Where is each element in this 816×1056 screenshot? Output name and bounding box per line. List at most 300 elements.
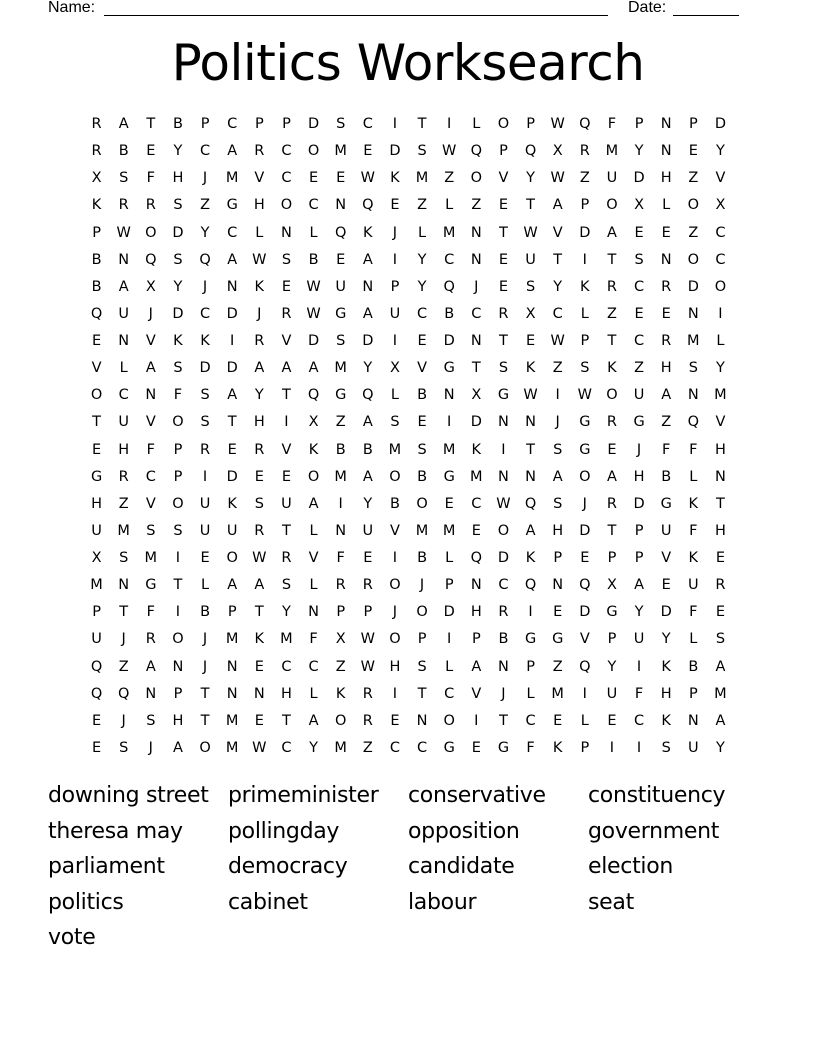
grid-letter: Z — [688, 224, 699, 241]
grid-letter: J — [121, 631, 126, 648]
grid-letter: S — [200, 414, 210, 431]
grid-letter: E — [525, 333, 536, 349]
grid-row — [83, 220, 734, 247]
grid-row — [83, 355, 734, 382]
grid-row — [83, 437, 734, 464]
grid-letter: T — [607, 522, 617, 539]
grid-letter: D — [660, 604, 672, 621]
grid-letter: I — [392, 550, 398, 566]
grid-letter: W — [360, 658, 375, 675]
grid-letter: Q — [470, 550, 483, 566]
grid-letter: Z — [552, 658, 563, 675]
grid-letter: G — [443, 468, 455, 485]
grid-letter: N — [335, 197, 347, 214]
grid-letter: A — [118, 116, 129, 132]
grid-letter: G — [497, 739, 510, 756]
grid-letter: Q — [90, 658, 103, 675]
grid-letter: K — [227, 495, 237, 512]
grid-letter: Z — [417, 197, 428, 214]
grid-letter: G — [579, 441, 591, 458]
grid-letter: C — [417, 739, 428, 756]
grid-letter: N — [443, 387, 455, 404]
grid-letter: B — [417, 550, 428, 566]
grid-letter: S — [173, 197, 183, 214]
grid-letter: Y — [526, 170, 535, 187]
grid-letter: Y — [417, 278, 427, 295]
grid-letter: U — [525, 251, 536, 268]
grid-letter: Q — [687, 414, 700, 431]
grid-letter: N — [226, 685, 238, 702]
grid-letter: Q — [524, 143, 537, 160]
word-list-item: politics — [48, 889, 124, 915]
grid-letter: I — [609, 739, 615, 756]
grid-row — [83, 681, 734, 708]
grid-letter: A — [227, 143, 238, 160]
grid-letter: I — [474, 712, 479, 729]
grid-letter: S — [498, 360, 509, 377]
grid-letter: P — [634, 522, 644, 539]
grid-letter: N — [470, 577, 482, 594]
grid-letter: L — [445, 550, 454, 566]
grid-letter: D — [172, 224, 184, 241]
grid-letter: M — [90, 577, 103, 594]
grid-letter: V — [389, 522, 400, 539]
grid-row — [83, 274, 734, 301]
grid-letter: C — [634, 712, 645, 729]
grid-letter: W — [496, 495, 511, 512]
grid-letter: L — [309, 685, 318, 702]
grid-letter: H — [633, 468, 645, 485]
grid-letter: K — [661, 658, 671, 675]
grid-letter: H — [118, 441, 130, 458]
grid-letter: T — [173, 577, 183, 594]
grid-letter: Y — [607, 658, 617, 675]
grid-letter: U — [606, 685, 618, 702]
header — [0, 0, 816, 20]
grid-letter: Q — [524, 495, 537, 512]
grid-letter: R — [118, 468, 129, 485]
grid-letter: Z — [362, 739, 373, 756]
grid-letter: F — [146, 441, 155, 458]
grid-letter: D — [470, 414, 482, 431]
grid-letter: V — [417, 360, 428, 377]
word-list-item: parliament — [48, 854, 165, 879]
grid-letter: G — [660, 495, 672, 512]
grid-letter: B — [688, 658, 699, 675]
grid-letter: Y — [553, 278, 563, 295]
grid-letter: V — [579, 631, 590, 648]
grid-letter: O — [307, 143, 320, 160]
word-list-item: election — [588, 854, 674, 879]
grid-letter: B — [91, 278, 102, 295]
grid-letter: T — [227, 414, 237, 431]
grid-letter: B — [335, 441, 346, 458]
grid-letter: C — [471, 305, 482, 322]
grid-letter: C — [715, 224, 726, 241]
grid-letter: P — [580, 333, 590, 349]
grid-letter: D — [199, 360, 211, 377]
grid-letter: D — [443, 604, 455, 621]
grid-letter: L — [418, 224, 427, 241]
grid-letter: I — [175, 604, 181, 621]
word-list — [48, 779, 788, 957]
grid-letter: K — [363, 224, 373, 241]
grid-letter: Z — [606, 305, 617, 322]
grid-letter: J — [392, 224, 398, 241]
grid-letter: A — [227, 577, 238, 594]
grid-letter: C — [308, 197, 319, 214]
grid-letter: I — [582, 251, 587, 268]
grid-letter: S — [525, 278, 536, 295]
grid-letter: L — [472, 116, 481, 132]
grid-letter: X — [145, 278, 156, 295]
grid-letter: H — [660, 685, 672, 702]
grid-letter: G — [90, 468, 103, 485]
grid-letter: Z — [444, 170, 455, 187]
grid-letter: R — [254, 441, 265, 458]
grid-letter: S — [119, 170, 129, 187]
grid-letter: X — [552, 143, 563, 160]
grid-letter: M — [117, 522, 130, 539]
grid-letter: C — [525, 712, 536, 729]
grid-letter: Q — [145, 251, 157, 268]
grid-letter: A — [715, 712, 726, 729]
grid-letter: V — [254, 170, 265, 187]
grid-letter: O — [226, 550, 238, 566]
grid-letter: B — [389, 495, 400, 512]
grid-letter: U — [91, 522, 102, 539]
grid-letter: D — [226, 305, 238, 322]
grid-letter: U — [281, 495, 292, 512]
grid-letter: S — [417, 441, 427, 458]
grid-letter: B — [118, 143, 129, 160]
grid-letter: X — [389, 360, 400, 377]
grid-letter: O — [606, 197, 618, 214]
grid-letter: M — [551, 685, 564, 702]
grid-letter: N — [118, 333, 130, 349]
grid-letter: A — [362, 468, 373, 485]
grid-letter: I — [175, 550, 181, 566]
grid-letter: E — [254, 658, 264, 675]
grid-letter: S — [715, 631, 726, 648]
grid-letter: Q — [90, 685, 103, 702]
grid-letter: J — [202, 658, 208, 675]
grid-row — [83, 328, 734, 355]
grid-letter: N — [660, 251, 672, 268]
grid-letter: I — [284, 414, 289, 431]
grid-letter: W — [116, 224, 131, 241]
date-label: Date: — [628, 0, 667, 16]
grid-letter: U — [91, 631, 102, 648]
grid-letter: U — [226, 522, 238, 539]
grid-letter: C — [444, 685, 455, 702]
grid-letter: N — [470, 333, 482, 349]
grid-letter: K — [173, 333, 183, 349]
grid-letter: P — [173, 468, 183, 485]
grid-letter: R — [281, 550, 292, 566]
grid-letter: Y — [716, 739, 725, 756]
grid-letter: Q — [307, 387, 320, 404]
grid-letter: C — [281, 739, 292, 756]
grid-letter: K — [607, 360, 617, 377]
grid-letter: H — [660, 360, 672, 377]
grid-letter: V — [145, 414, 156, 431]
grid-letter: Q — [362, 387, 374, 404]
grid-letter: H — [552, 522, 564, 539]
date-field-line[interactable] — [673, 15, 739, 16]
name-field-line[interactable] — [104, 15, 608, 16]
grid-letter: P — [580, 197, 590, 214]
grid-letter: P — [634, 550, 644, 566]
grid-letter: A — [308, 712, 319, 729]
grid-letter: V — [715, 414, 726, 431]
grid-letter: M — [687, 333, 700, 349]
grid-letter: B — [498, 631, 509, 648]
grid-letter: E — [715, 550, 726, 566]
grid-letter: T — [607, 251, 617, 268]
grid-letter: N — [498, 658, 509, 675]
grid-letter: N — [525, 468, 536, 485]
grid-letter: E — [91, 739, 102, 756]
grid-letter: T — [282, 712, 291, 729]
grid-letter: E — [254, 468, 264, 485]
grid-letter: Y — [716, 360, 725, 377]
grid-letter: D — [687, 278, 699, 295]
grid-letter: C — [417, 305, 428, 322]
grid-letter: Q — [579, 116, 591, 132]
grid-letter: L — [445, 658, 454, 675]
grid-letter: V — [145, 495, 156, 512]
grid-letter: E — [254, 712, 264, 729]
word-list-item: candidate — [408, 854, 515, 879]
grid-letter: Z — [552, 360, 563, 377]
grid-letter: H — [389, 658, 401, 675]
grid-letter: P — [553, 550, 563, 566]
grid-letter: F — [662, 441, 671, 458]
grid-letter: O — [145, 224, 157, 241]
grid-letter: Q — [443, 278, 455, 295]
grid-letter: U — [688, 577, 699, 594]
grid-letter: R — [254, 143, 265, 160]
grid-letter: S — [336, 333, 346, 349]
grid-letter: A — [172, 739, 183, 756]
word-list-item: theresa may — [48, 818, 183, 844]
grid-letter: N — [308, 604, 319, 621]
grid-letter: P — [336, 604, 346, 621]
grid-letter: Y — [661, 631, 671, 648]
grid-letter: O — [334, 712, 347, 729]
grid-letter: W — [523, 387, 538, 404]
grid-letter: D — [579, 224, 591, 241]
grid-letter: J — [202, 278, 208, 295]
grid-letter: Y — [254, 387, 264, 404]
grid-letter: J — [121, 712, 126, 729]
grid-letter: K — [91, 197, 102, 214]
grid-letter: C — [281, 170, 292, 187]
grid-letter: A — [634, 577, 645, 594]
grid-letter: D — [714, 116, 727, 132]
grid-letter: O — [443, 712, 455, 729]
grid-letter: B — [417, 468, 428, 485]
grid-letter: K — [525, 550, 536, 566]
grid-letter: N — [687, 387, 699, 404]
grid-letter: F — [173, 387, 183, 404]
grid-letter: A — [715, 658, 726, 675]
grid-letter: I — [501, 441, 506, 458]
grid-letter: S — [553, 495, 563, 512]
grid-letter: O — [389, 577, 401, 594]
grid-letter: A — [227, 387, 238, 404]
grid-letter: O — [579, 468, 591, 485]
grid-letter: P — [173, 441, 183, 458]
grid-row — [83, 111, 734, 138]
grid-letter: Z — [118, 495, 129, 512]
grid-letter: E — [390, 712, 400, 729]
grid-letter: H — [280, 685, 292, 702]
grid-letter: E — [661, 224, 671, 241]
grid-letter: G — [497, 387, 510, 404]
grid-letter: M — [714, 387, 727, 404]
grid-letter: R — [91, 143, 102, 160]
grid-row — [83, 301, 734, 328]
grid-letter: X — [91, 550, 102, 566]
grid-letter: N — [145, 685, 157, 702]
grid-letter: R — [579, 143, 590, 160]
grid-letter: K — [580, 278, 590, 295]
grid-row — [83, 735, 734, 762]
grid-letter: N — [660, 116, 672, 132]
grid-letter: O — [389, 631, 401, 648]
grid-letter: K — [254, 631, 265, 648]
word-list-item: opposition — [408, 818, 520, 844]
grid-letter: G — [552, 631, 564, 648]
grid-letter: E — [607, 712, 617, 729]
grid-letter: E — [308, 170, 319, 187]
grid-letter: P — [227, 604, 237, 621]
grid-letter: S — [580, 360, 590, 377]
grid-letter: N — [281, 224, 292, 241]
grid-row — [83, 138, 734, 165]
grid-letter: E — [227, 441, 237, 458]
grid-letter: U — [118, 305, 129, 322]
grid-letter: O — [307, 468, 320, 485]
grid-letter: A — [281, 360, 292, 377]
grid-letter: I — [555, 387, 560, 404]
grid-letter: N — [498, 468, 509, 485]
grid-letter: P — [499, 143, 508, 160]
grid-letter: R — [715, 577, 726, 594]
grid-letter: A — [362, 251, 373, 268]
grid-letter: N — [362, 278, 374, 295]
grid-letter: U — [606, 170, 618, 187]
grid-letter: T — [92, 414, 101, 431]
grid-letter: A — [606, 224, 617, 241]
grid-letter: Y — [716, 143, 725, 160]
grid-letter: Y — [200, 224, 210, 241]
grid-letter: C — [471, 495, 482, 512]
grid-letter: U — [362, 522, 374, 539]
grid-letter: H — [714, 441, 726, 458]
grid-letter: R — [254, 333, 265, 349]
grid-letter: D — [307, 116, 320, 132]
grid-letter: M — [334, 360, 347, 377]
word-list-item: democracy — [228, 854, 348, 879]
grid-letter: P — [200, 116, 210, 132]
grid-letter: T — [119, 604, 129, 621]
grid-letter: H — [660, 170, 672, 187]
grid-letter: L — [255, 224, 264, 241]
grid-letter: T — [716, 495, 725, 512]
grid-letter: O — [416, 495, 428, 512]
grid-letter: E — [363, 550, 373, 566]
grid-letter: I — [392, 116, 398, 132]
grid-letter: P — [471, 631, 481, 648]
grid-letter: I — [447, 414, 452, 431]
grid-letter: G — [579, 414, 591, 431]
word-list-item: downing street — [48, 783, 209, 808]
grid-letter: T — [417, 116, 427, 132]
grid-row — [83, 409, 734, 436]
grid-letter: A — [661, 387, 672, 404]
grid-letter: C — [281, 658, 292, 675]
grid-letter: K — [308, 441, 319, 458]
grid-letter: F — [689, 604, 698, 621]
grid-letter: A — [552, 468, 563, 485]
word-list-item: cabinet — [228, 889, 308, 915]
grid-letter: L — [580, 305, 589, 322]
grid-letter: M — [442, 224, 456, 241]
grid-letter: X — [525, 305, 536, 322]
grid-letter: O — [416, 604, 428, 621]
grid-letter: F — [336, 550, 345, 566]
grid-letter: W — [306, 278, 321, 295]
grid-letter: Y — [417, 251, 427, 268]
grid-letter: C — [227, 116, 238, 132]
grid-letter: A — [118, 278, 129, 295]
grid-letter: F — [526, 739, 535, 756]
grid-letter: T — [499, 224, 508, 241]
grid-letter: Z — [471, 197, 482, 214]
grid-letter: V — [552, 224, 563, 241]
grid-letter: T — [146, 116, 156, 132]
grid-letter: R — [498, 604, 509, 621]
grid-letter: N — [470, 251, 482, 268]
grid-letter: T — [254, 604, 264, 621]
grid-letter: R — [606, 495, 617, 512]
grid-letter: J — [257, 305, 262, 322]
grid-letter: R — [661, 333, 672, 349]
grid-letter: E — [281, 278, 292, 295]
grid-letter: S — [119, 739, 129, 756]
grid-letter: K — [525, 360, 536, 377]
grid-letter: M — [225, 170, 239, 187]
grid-letter: C — [552, 305, 563, 322]
grid-letter: J — [148, 739, 153, 756]
grid-letter: O — [172, 631, 184, 648]
grid-letter: S — [661, 739, 671, 756]
grid-letter: V — [308, 550, 319, 566]
grid-letter: D — [579, 522, 591, 539]
grid-letter: M — [225, 631, 239, 648]
word-list-item: seat — [588, 889, 634, 915]
grid-letter: I — [392, 685, 398, 702]
word-list-item: labour — [408, 889, 477, 915]
grid-letter: P — [390, 278, 400, 295]
grid-row — [83, 247, 734, 274]
grid-letter: Q — [470, 143, 483, 160]
grid-letter: R — [498, 305, 509, 322]
grid-letter: T — [526, 441, 535, 458]
